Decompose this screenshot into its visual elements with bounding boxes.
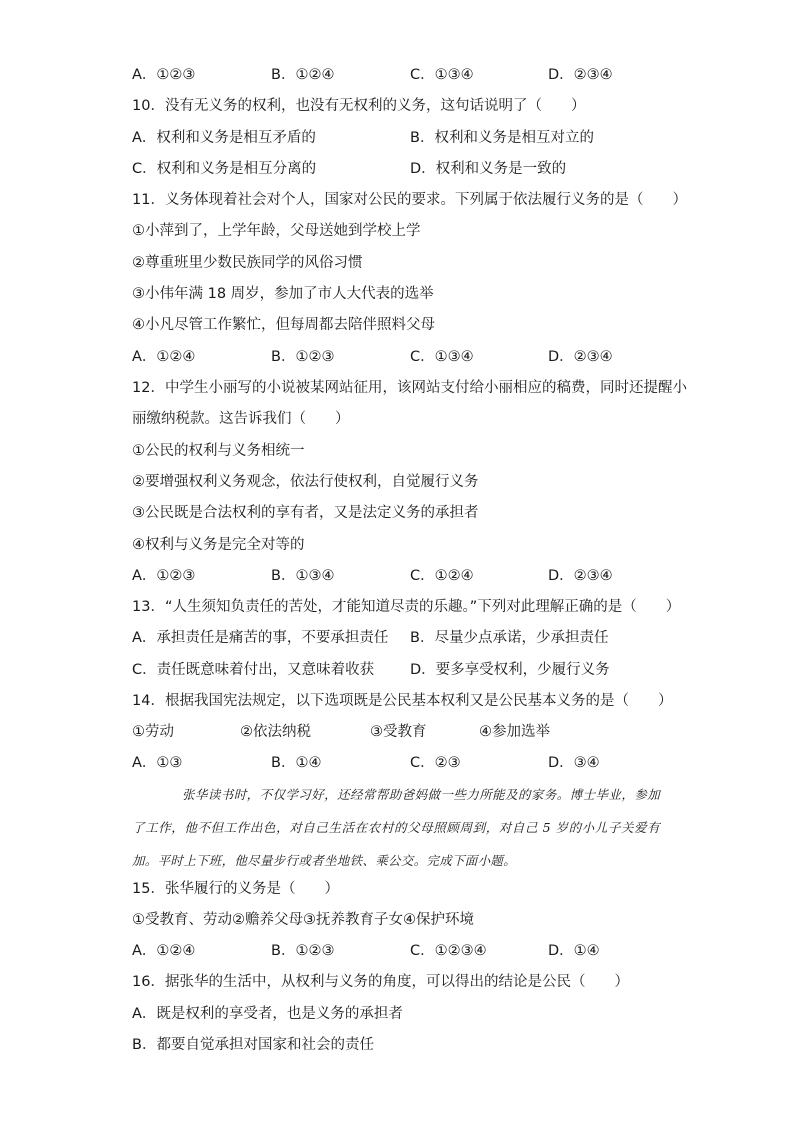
q10-option-b[interactable]: B．权利和义务是相互对立的 [410,130,594,146]
q14-item-3: ③受教育 [370,724,427,740]
q12-stem-line2: 丽缴纳税款。这告诉我们（ ） [132,411,350,427]
q11-option-b[interactable]: B．①②③ [271,349,335,365]
q10-option-a[interactable]: A．权利和义务是相互矛盾的 [132,130,316,146]
q14-item-1: ①劳动 [132,724,174,740]
q14-option-c[interactable]: C．②③ [410,755,461,771]
q14-item-2: ②依法纳税 [240,724,311,740]
q10-option-c[interactable]: C．权利和义务是相互分离的 [132,161,317,177]
q14-stem: 14．根据我国宪法规定，以下选项既是公民基本权利又是公民基本义务的是（ ） [132,693,673,709]
q12-option-c[interactable]: C．①②④ [410,568,474,584]
q12-item-1: ①公民的权利与义务相统一 [132,443,305,459]
q10-options-row1 [132,128,692,148]
q11-stem: 11．义务体现着社会对个人，国家对公民的要求。下列属于依法履行义务的是（ ） [132,192,687,208]
q15-items: ①受教育、劳动②赡养父母③抚养教育子女④保护环境 [132,912,474,928]
q13-options-row2 [132,660,692,680]
q14-option-b[interactable]: B．①④ [271,755,322,771]
q12-options [132,566,692,586]
q12-item-3: ③公民既是合法权利的享有者，又是法定义务的承担者 [132,505,479,521]
q12-item-4: ④权利与义务是完全对等的 [132,537,305,553]
q9-options [132,65,692,85]
passage-text: 张华读书时，不仅学习好，还经常帮助爸妈做一些力所能及的家务。博士毕业，参加了工作，他不但工作出色，对自己生活在农村的父母照顾周到，对自己 5 岁的小儿子关爱有加。平时上下班，他尽量步行或者坐地铁、乘公交。完成下面小题。 [132,787,660,868]
q15-option-b[interactable]: B．①②③ [271,943,335,959]
q10-option-d[interactable]: D．权利和义务是一致的 [410,161,567,177]
q10-options-row2 [132,159,692,179]
reading-passage [132,778,660,877]
q14-options [132,753,692,773]
q11-item-3: ③小伟年满 18 周岁，参加了市人大代表的选举 [132,286,434,302]
q12-item-2: ②要增强权利义务观念，依法行使权利，自觉履行义务 [132,474,479,490]
q15-option-a[interactable]: A．①②④ [132,943,196,959]
q11-item-4: ④小凡尽管工作繁忙，但每周都去陪伴照料父母 [132,317,435,333]
q14-option-a[interactable]: A．①③ [132,755,183,771]
q15-option-d[interactable]: D．①④ [548,943,600,959]
q14-items [132,722,692,742]
q9-option-d[interactable]: D．②③④ [548,67,613,83]
q15-option-c[interactable]: C．①②③④ [410,943,487,959]
q13-option-c[interactable]: C．责任既意味着付出，又意味着收获 [132,662,375,678]
q9-option-a[interactable]: A．①②③ [132,67,196,83]
q12-option-b[interactable]: B．①③④ [271,568,335,584]
q11-options [132,347,692,367]
q12-option-d[interactable]: D．②③④ [548,568,613,584]
q11-item-1: ①小萍到了，上学年龄，父母送她到学校上学 [132,223,421,239]
q13-option-a[interactable]: A．承担责任是痛苦的事，不要承担责任 [132,630,389,646]
q14-option-d[interactable]: D．③④ [548,755,600,771]
q13-option-d[interactable]: D．要多享受权利，少履行义务 [410,662,610,678]
q15-options [132,941,692,961]
q12-stem-line1: 12．中学生小丽写的小说被某网站征用，该网站支付给小丽相应的稿费，同时还提醒小 [132,380,687,396]
q14-item-4: ④参加选举 [479,724,550,740]
q11-option-c[interactable]: C．①③④ [410,349,474,365]
q11-option-a[interactable]: A．①②④ [132,349,196,365]
q9-option-b[interactable]: B．①②④ [271,67,335,83]
q13-option-b[interactable]: B．尽量少点承诺，少承担责任 [410,630,609,646]
q11-item-2: ②尊重班里少数民族同学的风俗习惯 [132,255,363,271]
q12-option-a[interactable]: A．①②③ [132,568,196,584]
q13-stem: 13．“人生须知负责任的苦处，才能知道尽责的乐趣。”下列对此理解正确的是（ ） [132,599,681,615]
q16-option-a[interactable]: A．既是权利的享受者，也是义务的承担者 [132,1006,403,1022]
q15-stem: 15．张华履行的义务是（ ） [132,881,339,897]
q13-options-row1 [132,628,692,648]
q10-stem: 10．没有无义务的权利，也没有无权利的义务，这句话说明了（ ） [132,98,586,114]
q11-option-d[interactable]: D．②③④ [548,349,613,365]
q9-option-c[interactable]: C．①③④ [410,67,474,83]
q16-stem: 16．据张华的生活中，从权利与义务的角度，可以得出的结论是公民（ ） [132,974,629,990]
q16-option-b[interactable]: B．都要自觉承担对国家和社会的责任 [132,1037,374,1053]
